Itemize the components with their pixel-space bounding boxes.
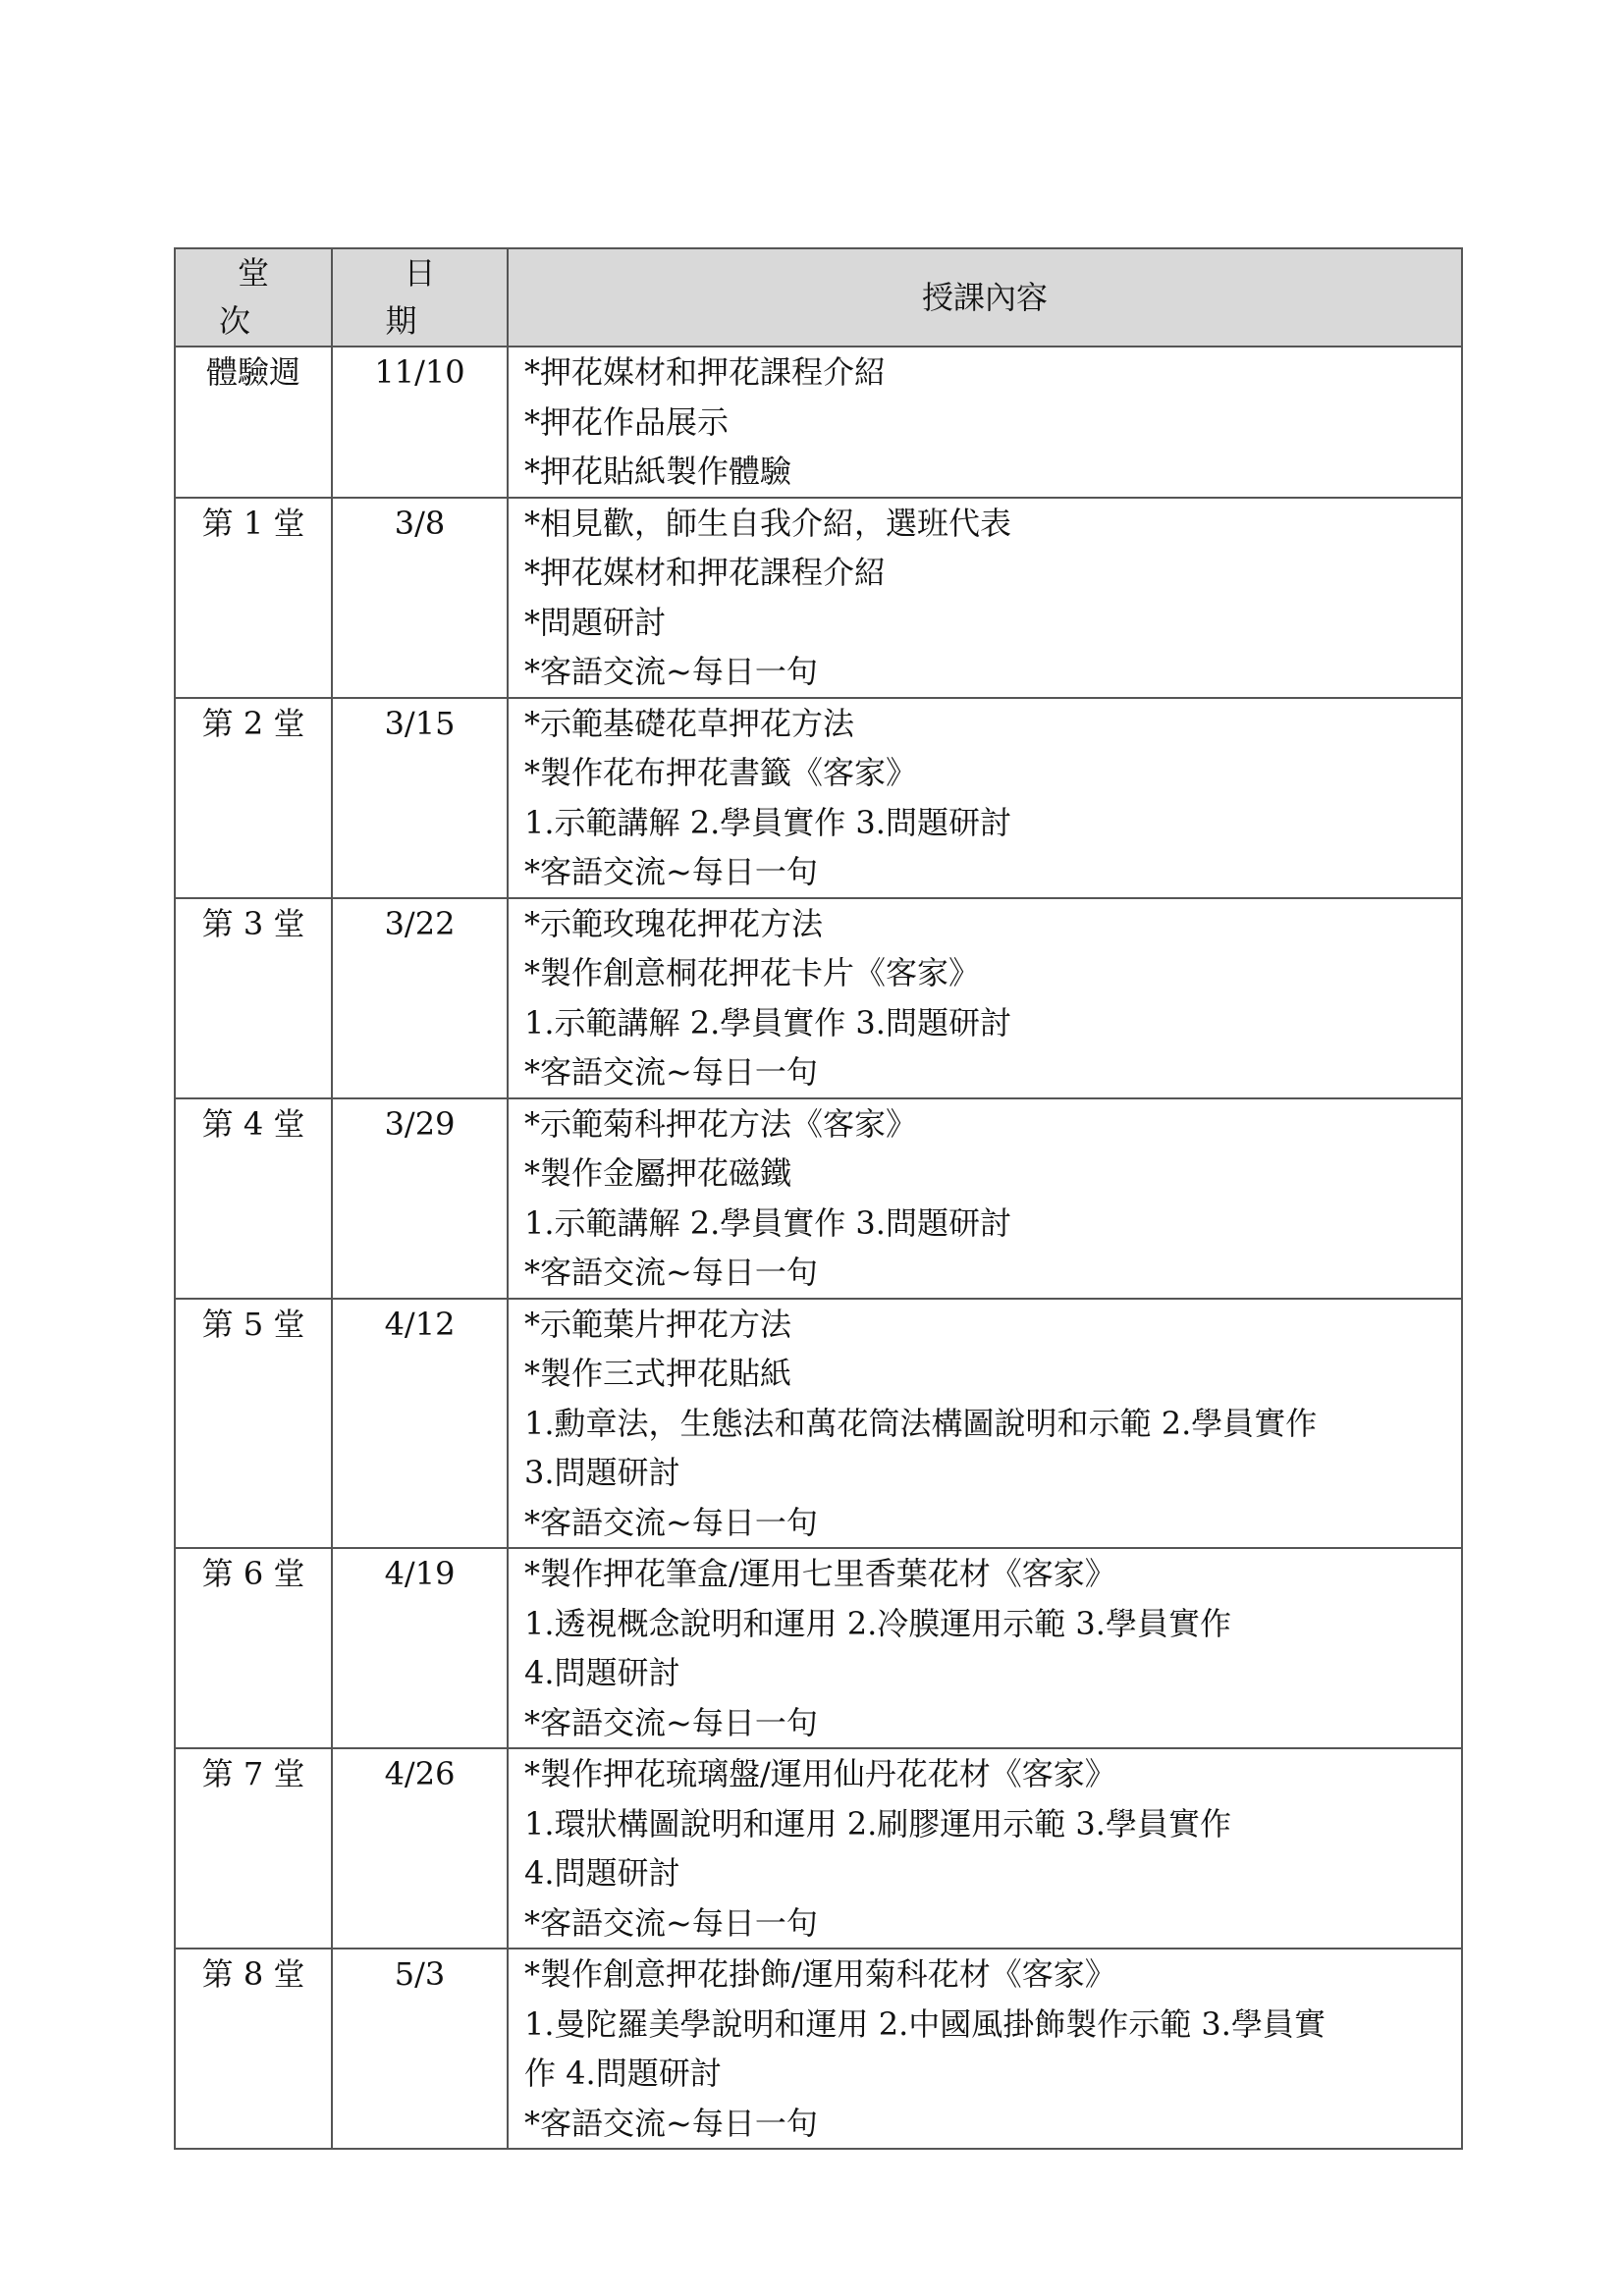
content-line: *製作押花琉璃盤/運用仙丹花花材《客家》 [524,1755,1116,1792]
content-line: *示範葉片押花方法 [524,1305,792,1343]
header-date: 日 期 [332,248,508,347]
date-cell: 5/3 [332,1949,508,2149]
date-cell: 3/22 [332,898,508,1098]
table-row [175,898,1462,1098]
table-row [175,698,1462,898]
session-cell: 第 6 堂 [175,1548,332,1748]
date-cell: 4/19 [332,1548,508,1748]
content-cell [508,1748,1462,1949]
content-cell [508,1299,1462,1549]
course-schedule-table [174,247,1463,2150]
content-line: *客語交流~每日一句 [524,1903,818,1942]
content-line: *製作花布押花書籤《客家》 [524,754,918,791]
content-line: *製作押花筆盒/運用七里香葉花材《客家》 [524,1555,1116,1592]
content-cell [508,498,1462,698]
content-line: *示範玫瑰花押花方法 [524,904,824,942]
table-body [175,347,1462,2149]
date-cell: 11/10 [332,347,508,498]
content-line: *客語交流~每日一句 [524,2104,818,2142]
content-line: 4.問題研討 [524,1854,680,1892]
content-line: 1.曼陀羅美學說明和運用 2.中國風掛飾製作示範 3.學員實 [524,2004,1326,2043]
content-cell [508,347,1462,498]
header-content: 授課內容 [508,248,1462,347]
content-line: 作 4.問題研討 [524,2055,722,2092]
content-line: *押花媒材和押花課程介紹 [524,353,887,391]
content-line: *製作金屬押花磁鐵 [524,1154,792,1192]
content-line: 1.示範講解 2.學員實作 3.問題研討 [524,1003,1011,1041]
date-cell: 4/12 [332,1299,508,1549]
session-cell: 體驗週 [175,347,332,498]
table-row [175,1748,1462,1949]
content-line: *客語交流~每日一句 [524,653,818,690]
content-line: *客語交流~每日一句 [524,1503,818,1541]
content-cell [508,1548,1462,1748]
content-line: *製作創意押花掛飾/運用菊科花材《客家》 [524,1955,1116,1993]
table-row [175,1098,1462,1299]
content-line: *客語交流~每日一句 [524,853,818,890]
session-cell: 第 2 堂 [175,698,332,898]
content-line: *客語交流~每日一句 [524,1254,818,1291]
content-line: *相見歡，師生自我介紹，選班代表 [524,504,1012,542]
content-line: *示範菊科押花方法《客家》 [524,1104,918,1143]
content-line: 1.勳章法，生態法和萬花筒法構圖說明和示範 2.學員實作 [524,1404,1318,1442]
content-line: *示範基礎花草押花方法 [524,704,855,742]
content-line: *押花媒材和押花課程介紹 [524,554,887,591]
session-cell: 第 3 堂 [175,898,332,1098]
table-header-row [175,248,1462,347]
date-cell: 3/8 [332,498,508,698]
date-cell: 4/26 [332,1748,508,1949]
content-line: 1.環狀構圖說明和運用 2.刷膠運用示範 3.學員實作 [524,1804,1231,1842]
content-line: *問題研討 [524,603,667,641]
table-row [175,347,1462,498]
table-row [175,498,1462,698]
content-line: 1.透視概念說明和運用 2.冷膜運用示範 3.學員實作 [524,1604,1231,1642]
table-row [175,1548,1462,1748]
content-cell [508,698,1462,898]
content-line: *押花作品展示 [524,402,730,441]
content-line: *製作三式押花貼紙 [524,1355,792,1392]
table-row [175,1299,1462,1549]
content-line: *客語交流~每日一句 [524,1703,818,1741]
content-line: 3.問題研討 [524,1454,680,1491]
date-cell: 3/29 [332,1098,508,1299]
content-line: *押花貼紙製作體驗 [524,453,792,490]
content-cell [508,1098,1462,1299]
content-line: *製作創意桐花押花卡片《客家》 [524,954,981,991]
content-cell [508,898,1462,1098]
content-line: 1.示範講解 2.學員實作 3.問題研討 [524,1203,1011,1242]
date-cell: 3/15 [332,698,508,898]
session-cell: 第 8 堂 [175,1949,332,2149]
session-cell: 第 7 堂 [175,1748,332,1949]
session-cell: 第 1 堂 [175,498,332,698]
session-cell: 第 4 堂 [175,1098,332,1299]
content-cell [508,1949,1462,2149]
content-line: 1.示範講解 2.學員實作 3.問題研討 [524,803,1011,841]
content-line: 4.問題研討 [524,1654,680,1691]
content-line: *客語交流~每日一句 [524,1053,818,1091]
session-cell: 第 5 堂 [175,1299,332,1549]
table-row [175,1949,1462,2149]
header-session: 堂 次 [175,248,332,347]
